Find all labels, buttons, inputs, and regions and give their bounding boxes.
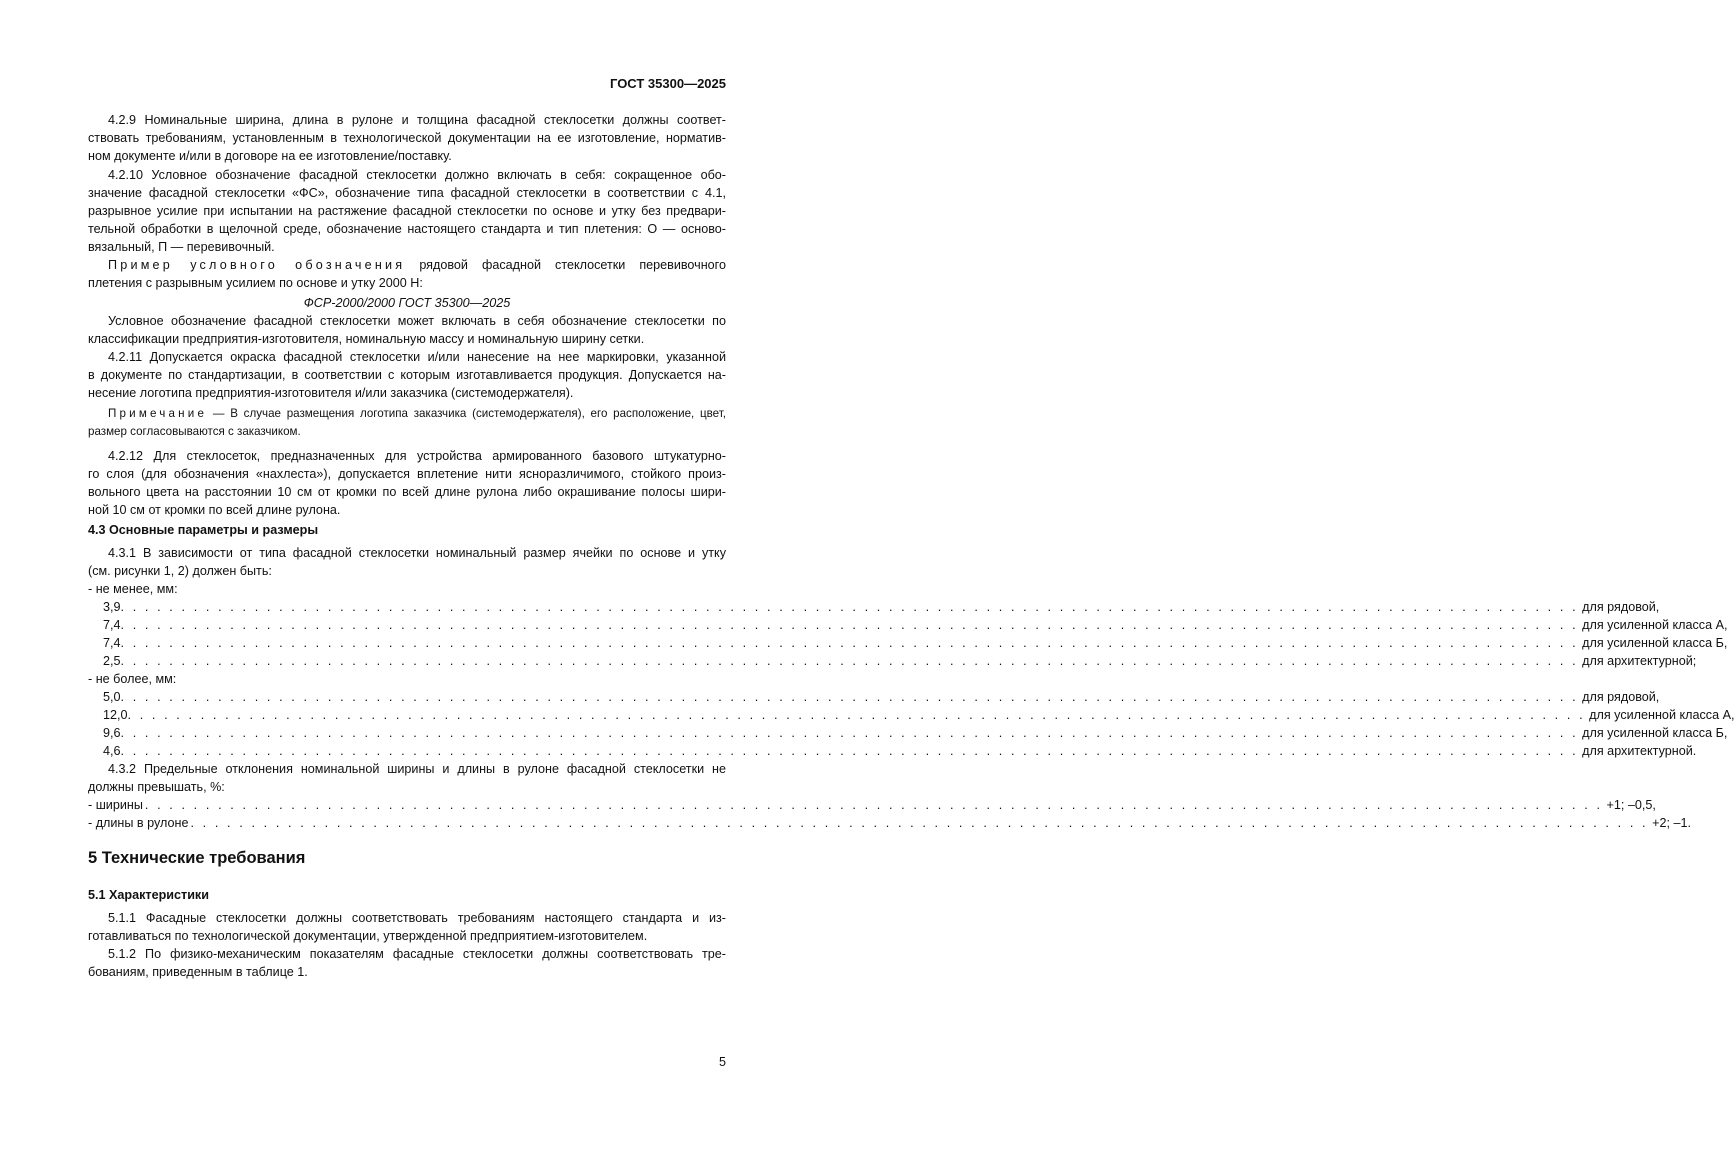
row-label: +2; –1.: [1652, 816, 1691, 830]
paragraph-4-2-11: [88, 348, 726, 402]
text-line: классификации предприятия-изготовителя, номинальную массу и номинальную ширину сетки.: [88, 332, 645, 346]
text-line: 4.2.12 Для стеклосеток, предназначенных для устройства армированного базового штукатурно-: [108, 449, 726, 463]
text-line: ствовать требованиям, установленным в технологической документации на ее изготовление, норматив-: [88, 131, 726, 145]
note: [88, 405, 726, 441]
row-label: для усиленной класса А,: [1582, 618, 1728, 632]
text-line: 4.2.9 Номинальные ширина, длина в рулоне и толщина фасадной стеклосетки должны соответ-: [108, 113, 726, 127]
row-label: для усиленной класса Б,: [1582, 636, 1728, 650]
text-line: бованиям, приведенным в таблице 1.: [88, 965, 308, 979]
paragraph-designation: [88, 312, 726, 348]
leader-row: [88, 616, 1728, 634]
paragraph-4-3-2: [88, 760, 726, 796]
text-line: разрывное усилие при испытании на растяжение фасадной стеклосетки по основе и утку без предвари-: [88, 204, 726, 218]
paragraph-4-2-12: [88, 447, 726, 519]
deviation-rows: [88, 796, 1691, 832]
text-line: го слоя (для обозначения «нахлеста»), допускается вплетение нити ясноразличимого, стойкого произ-: [88, 467, 726, 481]
text-line: 4.3.2 Предельные отклонения номинальной ширины и длины в рулоне фасадной стеклосетки не: [108, 762, 726, 776]
text-line: 5.1.1 Фасадные стеклосетки должны соответствовать требованиям настоящего стандарта и из-: [108, 911, 726, 925]
paragraph-5-1-2: [88, 945, 726, 981]
dot-leader: . . . . . . . . . . . . . . . . . . . . . . . . . . . . . . . . . . . . . . . . . . . . . . . . . . . . . . . . . . . . . . . . . . . . . . . . . . . . . . . . . . . . . . . . . . . . . . . . . . . . . . . . . . . . . . . . . . . . . . . .: [120, 726, 1579, 740]
example-text-line2: плетения с разрывным усилием по основе и утку 2000 Н:: [88, 276, 423, 290]
min-rows: [88, 598, 1728, 670]
leader-row: [88, 814, 1691, 832]
row-value: 12,0: [103, 708, 128, 722]
section-heading-5: 5 Технические требования: [88, 849, 306, 867]
example-label: Пример условного обозначения: [108, 258, 406, 272]
row-label: для рядовой,: [1582, 600, 1660, 614]
row-value: 2,5: [103, 654, 121, 668]
text-line: вязальный, П — перевивочный.: [88, 240, 275, 254]
dot-leader: . . . . . . . . . . . . . . . . . . . . . . . . . . . . . . . . . . . . . . . . . . . . . . . . . . . . . . . . . . . . . . . . . . . . . . . . . . . . . . . . . . . . . . . . . . . . . . . . . . . . . . . . . . . . . . . . . . . . . . . .: [120, 636, 1579, 650]
dot-leader: . . . . . . . . . . . . . . . . . . . . . . . . . . . . . . . . . . . . . . . . . . . . . . . . . . . . . . . . . . . . . . . . . . . . . . . . . . . . . . . . . . . . . . . . . . . . . . . . . . . . . . . . . . . . . . . . . . . . . . . .: [120, 654, 1579, 668]
text-line: несение логотипа предприятия-изготовителя и/или заказчика (системодержателя).: [88, 386, 574, 400]
row-label: +1; –0,5,: [1606, 798, 1656, 812]
example-paragraph: [88, 256, 726, 292]
dot-leader: . . . . . . . . . . . . . . . . . . . . . . . . . . . . . . . . . . . . . . . . . . . . . . . . . . . . . . . . . . . . . . . . . . . . . . . . . . . . . . . . . . . . . . . . . . . . . . . . . . . . . . . . . . . . . . . . . . . . . . . .: [120, 690, 1579, 704]
row-value: 9,6: [103, 726, 121, 740]
row-label: для усиленной класса А,: [1589, 708, 1734, 722]
dot-leader: . . . . . . . . . . . . . . . . . . . . . . . . . . . . . . . . . . . . . . . . . . . . . . . . . . . . . . . . . . . . . . . . . . . . . . . . . . . . . . . . . . . . . . . . . . . . . . . . . . . . . . . . . . . . . . . . . . . . . . . .: [127, 708, 1586, 722]
dot-leader: . . . . . . . . . . . . . . . . . . . . . . . . . . . . . . . . . . . . . . . . . . . . . . . . . . . . . . . . . . . . . . . . . . . . . . . . . . . . . . . . . . . . . . . . . . . . . . . . . . . . . . . . . . . . . . . . . . . . . . . .: [190, 816, 1649, 830]
leader-row: [88, 796, 1656, 814]
row-value: 7,4: [103, 618, 121, 632]
dot-leader: . . . . . . . . . . . . . . . . . . . . . . . . . . . . . . . . . . . . . . . . . . . . . . . . . . . . . . . . . . . . . . . . . . . . . . . . . . . . . . . . . . . . . . . . . . . . . . . . . . . . . . . . . . . . . . . . . . . . . . . .: [120, 600, 1579, 614]
leader-row: [88, 742, 1697, 760]
row-label: для усиленной класса Б,: [1582, 726, 1728, 740]
row-value: 4,6: [103, 744, 121, 758]
max-label: - не более, мм:: [88, 672, 177, 686]
text-line: 4.2.10 Условное обозначение фасадной стеклосетки должно включать в себя: сокращенное обо-: [108, 168, 726, 182]
row-value: 3,9: [103, 600, 121, 614]
paragraph-4-2-9: [88, 111, 726, 165]
leader-row: [88, 706, 1734, 724]
paragraph-4-2-10: [88, 166, 726, 256]
section-heading-4-3: 4.3 Основные параметры и размеры: [88, 523, 319, 537]
text-line: ном документе и/или в договоре на ее изготовление/поставку.: [88, 149, 452, 163]
row-label: для архитектурной.: [1582, 744, 1697, 758]
row-label: для архитектурной;: [1582, 654, 1697, 668]
note-text-line2: размер согласовываются с заказчиком.: [88, 425, 301, 438]
text-line: тельной обработки в щелочной среде, обозначение настоящего стандарта и тип плетения: О — осново-: [88, 222, 726, 236]
example-text: рядовой фасадной стеклосетки перевивочного: [419, 258, 726, 272]
document-header-id: ГОСТ 35300—2025: [610, 76, 726, 91]
text-line: Условное обозначение фасадной стеклосетки может включать в себя обозначение стеклосетки по: [108, 314, 726, 328]
text-line: должны превышать, %:: [88, 780, 225, 794]
text-line: (см. рисунки 1, 2) должен быть:: [88, 564, 272, 578]
row-value: - длины в рулоне: [88, 816, 189, 830]
text-line: 5.1.2 По физико-механическим показателям фасадные стеклосетки должны соответствовать тре-: [108, 947, 726, 961]
page-number: 5: [718, 1055, 726, 1069]
text-line: вольного цвета на расстоянии 10 см от кромки по всей длине рулона либо окрашивание полосы шири-: [88, 485, 726, 499]
section-heading-5-1: 5.1 Характеристики: [88, 888, 209, 902]
leader-row: [88, 724, 1728, 742]
leader-row: [88, 688, 1660, 706]
example-formula: ФСР-2000/2000 ГОСТ 35300—2025: [303, 296, 511, 310]
text-line: готавливаться по технологической документации, утвержденной предприятием-изготовителем.: [88, 929, 648, 943]
dot-leader: . . . . . . . . . . . . . . . . . . . . . . . . . . . . . . . . . . . . . . . . . . . . . . . . . . . . . . . . . . . . . . . . . . . . . . . . . . . . . . . . . . . . . . . . . . . . . . . . . . . . . . . . . . . . . . . . . . . . . . . .: [144, 798, 1603, 812]
min-label: - не менее, мм:: [88, 582, 178, 596]
row-label: для рядовой,: [1582, 690, 1660, 704]
dot-leader: . . . . . . . . . . . . . . . . . . . . . . . . . . . . . . . . . . . . . . . . . . . . . . . . . . . . . . . . . . . . . . . . . . . . . . . . . . . . . . . . . . . . . . . . . . . . . . . . . . . . . . . . . . . . . . . . . . . . . . . .: [120, 744, 1579, 758]
dot-leader: . . . . . . . . . . . . . . . . . . . . . . . . . . . . . . . . . . . . . . . . . . . . . . . . . . . . . . . . . . . . . . . . . . . . . . . . . . . . . . . . . . . . . . . . . . . . . . . . . . . . . . . . . . . . . . . . . . . . . . . .: [120, 618, 1579, 632]
row-value: 5,0: [103, 690, 121, 704]
text-line: в документе по стандартизации, в соответствии с которым изготавливается продукция. Допускается на-: [88, 368, 726, 382]
note-label: Примечание: [108, 407, 208, 420]
row-value: 7,4: [103, 636, 121, 650]
leader-row: [88, 598, 1660, 616]
leader-row: [88, 634, 1728, 652]
text-line: ной 10 см от кромки по всей длине рулона.: [88, 503, 341, 517]
leader-row: [88, 652, 1697, 670]
paragraph-5-1-1: [88, 909, 726, 945]
paragraph-4-3-1: [88, 544, 726, 580]
text-line: 4.2.11 Допускается окраска фасадной стеклосетки и/или нанесение на нее маркировки, указанной: [108, 350, 726, 364]
text-line: 4.3.1 В зависимости от типа фасадной стеклосетки номинальный размер ячейки по основе и утку: [108, 546, 726, 560]
max-rows: [88, 688, 1734, 760]
text-line: значение фасадной стеклосетки «ФС», обозначение типа фасадной стеклосетки в соответствии с 4.1,: [88, 186, 726, 200]
row-value: - ширины: [88, 798, 143, 812]
note-text: — В случае размещения логотипа заказчика (системодержателя), его расположение, цвет,: [212, 407, 726, 420]
